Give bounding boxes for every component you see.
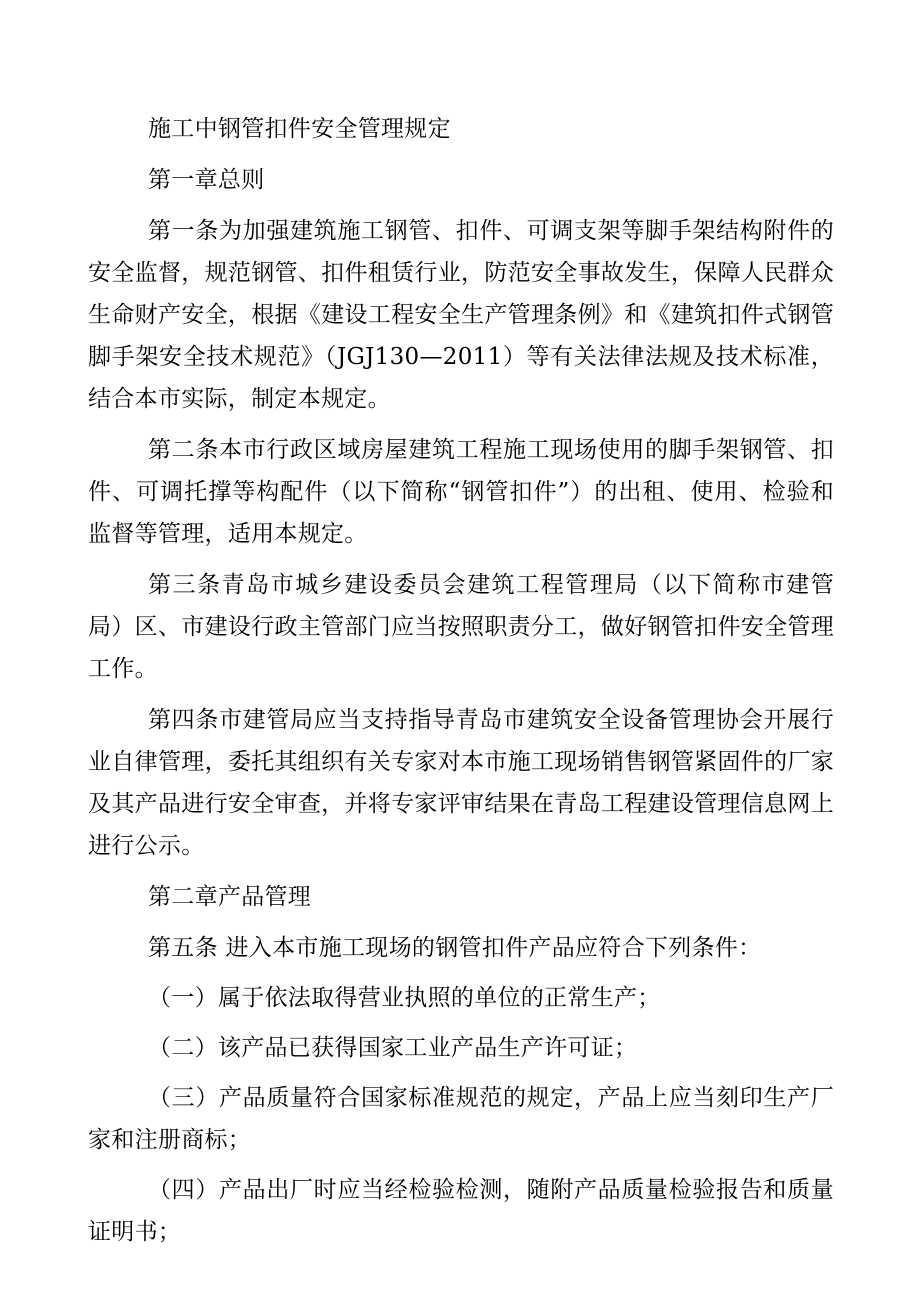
document-body bbox=[88, 108, 834, 1253]
list-item-3: （三）产品质量符合国家标准规范的规定，产品上应当刻印生产厂家和注册商标； bbox=[88, 1085, 834, 1153]
list-item-2: （二）该产品已获得国家工业产品生产许可证； bbox=[148, 1035, 638, 1061]
article-3: 第三条青岛市城乡建设委员会建筑工程管理局（以下简称市建管局）区、市建设行政主管部门应当按照职责分工，做好钢管扣件安全管理工作。 bbox=[88, 572, 834, 682]
chapter-heading-1: 第一章总则 bbox=[148, 167, 265, 193]
article-2: 第二条本市行政区域房屋建筑工程施工现场使用的脚手架钢管、扣件、可调托撑等构配件（以下简称“钢管扣件”）的出租、使用、检验和监督等管理，适用本规定。 bbox=[88, 437, 834, 547]
chapter-heading-2: 第二章产品管理 bbox=[148, 884, 312, 910]
document-title: 施工中钢管扣件安全管理规定 bbox=[148, 116, 451, 142]
article-1: 第一条为加强建筑施工钢管、扣件、可调支架等脚手架结构附件的安全监督，规范钢管、扣件租赁行业，防范安全事故发生，保障人民群众生命财产安全，根据《建设工程安全生产管理条例》和《建筑扣件式钢管脚手架安全技术规范》（JGJ130—2011）等有关法律法规及技术标准，结合本市实际，制定本规定。 bbox=[88, 218, 834, 412]
article-4: 第四条市建管局应当支持指导青岛市建筑安全设备管理协会开展行业自律管理，委托其组织有关专家对本市施工现场销售钢管紧固件的厂家及其产品进行安全审查，并将专家评审结果在青岛工程建设管理信息网上进行公示。 bbox=[88, 707, 834, 859]
list-item-1: （一）属于依法取得营业执照的单位的正常生产； bbox=[148, 985, 661, 1011]
article-5: 第五条 进入本市施工现场的钢管扣件产品应符合下列条件： bbox=[148, 935, 762, 961]
list-item-4: （四）产品出厂时应当经检验检测，随附产品质量检验报告和质量证明书； bbox=[88, 1177, 834, 1245]
